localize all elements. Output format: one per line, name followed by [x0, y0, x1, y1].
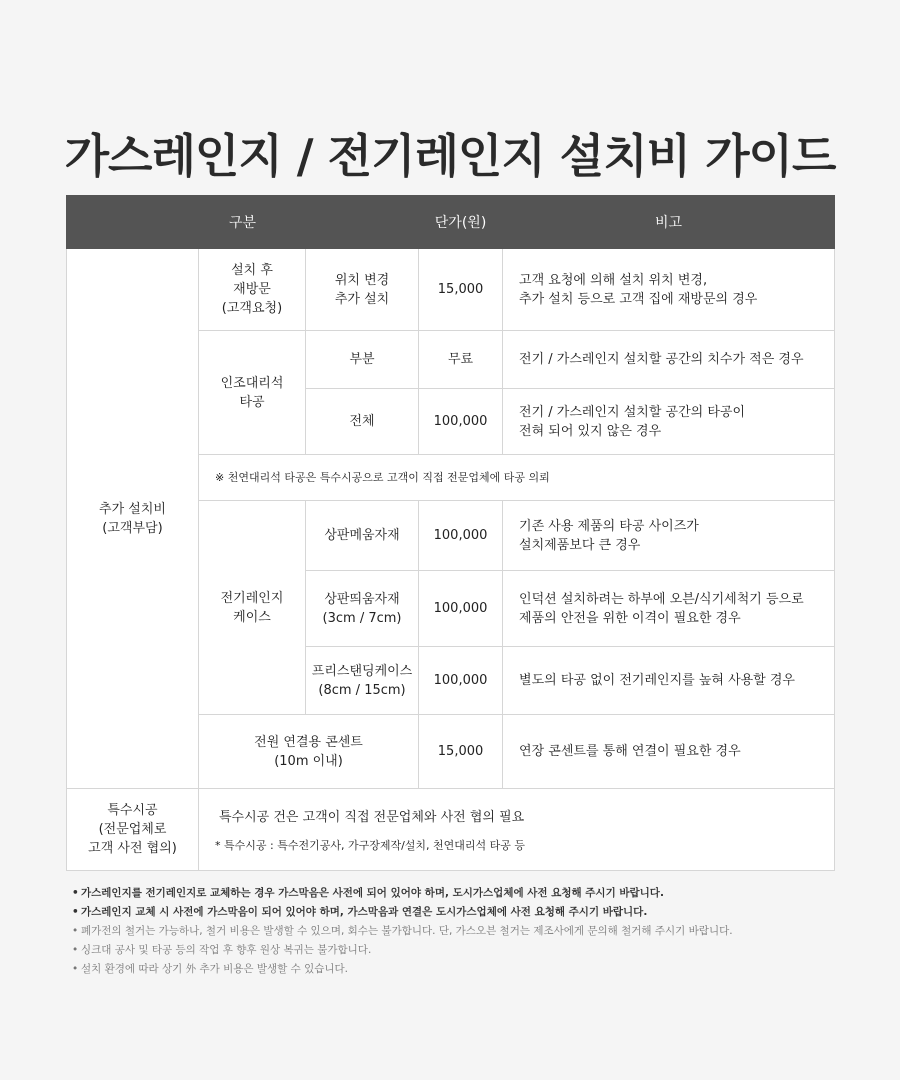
remark-revisit: 고객 요청에 의해 설치 위치 변경, 추가 설치 등으로 고객 집에 재방문의 경우: [503, 249, 835, 331]
table-header-row: [67, 196, 835, 249]
footnote-item: • 폐가전의 철거는 가능하나, 철거 비용은 발생할 수 있으며, 회수는 불가합니다. 단, 가스오븐 철거는 제조사에게 문의해 철거해 주시기 바랍니다.: [72, 922, 852, 941]
footnote-item: • 싱크대 공사 및 타공 등의 작업 후 향후 원상 복귀는 불가합니다.: [72, 941, 852, 960]
subcategory-marble: 인조대리석 타공: [199, 331, 306, 455]
footnote-item: • 설치 환경에 따라 상기 外 추가 비용은 발생할 수 있습니다.: [72, 960, 852, 979]
price-case-buried: 100,000: [419, 501, 503, 571]
bullet-icon: •: [72, 906, 79, 918]
item-outlet: 전원 연결용 콘센트 (10m 이내): [199, 715, 419, 789]
table-row-special: [67, 789, 835, 871]
price-case-spacer: 100,000: [419, 571, 503, 647]
special-sub-text: * 특수시공 : 특수전기공사, 가구장제작/설치, 천연대리석 타공 등: [215, 839, 526, 852]
remark-marble-full: 전기 / 가스레인지 설치할 공간의 타공이 전혀 되어 있지 않은 경우: [503, 389, 835, 455]
header-category: 구분: [67, 196, 419, 249]
remark-case-buried: 기존 사용 제품의 타공 사이즈가 설치제품보다 큰 경우: [503, 501, 835, 571]
bullet-icon: •: [72, 887, 79, 899]
bullet-icon: •: [72, 963, 79, 975]
item-case-buried: 상판메움자재: [306, 501, 419, 571]
table-row-revisit: [67, 249, 835, 331]
subcategory-revisit: 설치 후 재방문 (고객요청): [199, 249, 306, 331]
price-outlet: 15,000: [419, 715, 503, 789]
special-main-text: 특수시공 건은 고객이 직접 전문업체와 사전 협의 필요: [219, 810, 525, 825]
price-marble-full: 100,000: [419, 389, 503, 455]
header-price: 단가(원): [419, 196, 503, 249]
remark-marble-partial: 전기 / 가스레인지 설치할 공간의 치수가 적은 경우: [503, 331, 835, 389]
category-additional-fee: 추가 설치비 (고객부담): [67, 249, 199, 789]
item-case-spacer: 상판띄움자재 (3cm / 7cm): [306, 571, 419, 647]
installation-fee-table: [66, 195, 835, 871]
page-title: 가스레인지 / 전기레인지 설치비 가이드: [64, 128, 836, 183]
price-case-freestanding: 100,000: [419, 647, 503, 715]
price-marble-partial: 무료: [419, 331, 503, 389]
category-special-construction: 특수시공 (전문업체로 고객 사전 협의): [67, 789, 199, 871]
item-case-freestanding: 프리스탠딩케이스 (8cm / 15cm): [306, 647, 419, 715]
footnote-item: • 가스레인지 교체 시 사전에 가스막음이 되어 있어야 하며, 가스막음과 연결은 도시가스업체에 사전 요청해 주시기 바랍니다.: [72, 903, 852, 922]
item-marble-partial: 부분: [306, 331, 419, 389]
bullet-icon: •: [72, 925, 79, 937]
footnote-list: [72, 884, 852, 979]
item-revisit: 위치 변경 추가 설치: [306, 249, 419, 331]
marble-note: ※ 천연대리석 타공은 특수시공으로 고객이 직접 전문업체에 타공 의뢰: [199, 455, 835, 501]
item-marble-full: 전체: [306, 389, 419, 455]
bullet-icon: •: [72, 944, 79, 956]
footnote-item: • 가스레인지를 전기레인지로 교체하는 경우 가스막음은 사전에 되어 있어야 하며, 도시가스업체에 사전 요청해 주시기 바랍니다.: [72, 884, 852, 903]
special-construction-text: [199, 789, 835, 871]
remark-outlet: 연장 콘센트를 통해 연결이 필요한 경우: [503, 715, 835, 789]
price-revisit: 15,000: [419, 249, 503, 331]
subcategory-electric-case: 전기레인지 케이스: [199, 501, 306, 715]
remark-case-freestanding: 별도의 타공 없이 전기레인지를 높혀 사용할 경우: [503, 647, 835, 715]
remark-case-spacer: 인덕션 설치하려는 하부에 오븐/식기세척기 등으로 제품의 안전을 위한 이격이 필요한 경우: [503, 571, 835, 647]
header-remarks: 비고: [503, 196, 835, 249]
